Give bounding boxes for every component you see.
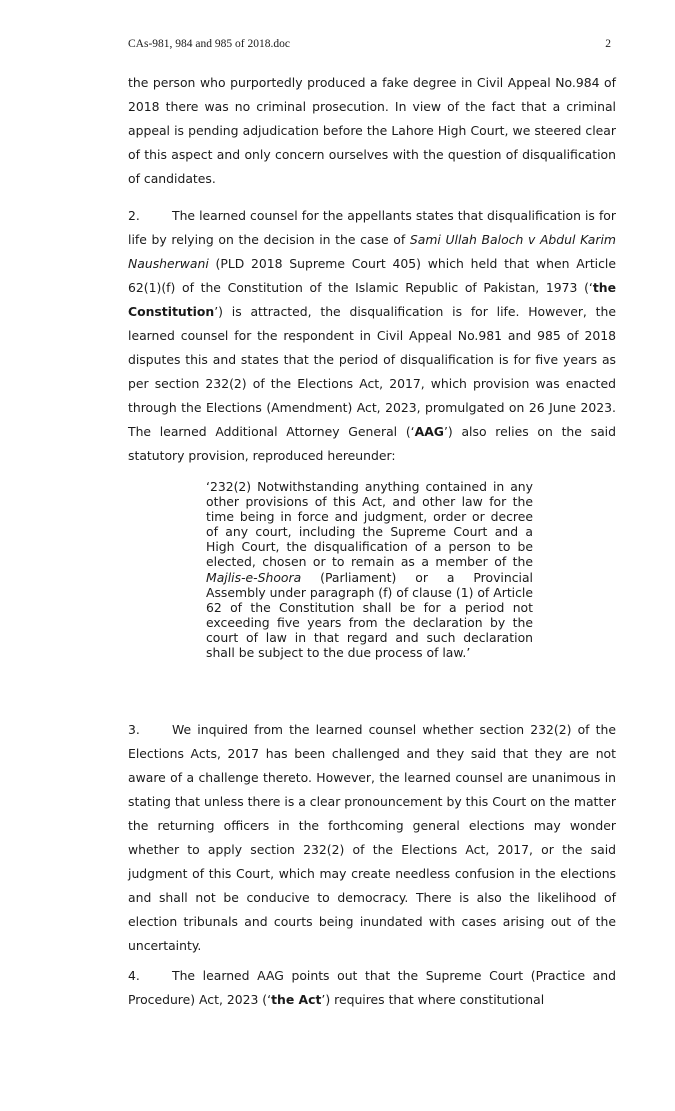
paragraph-intro	[128, 71, 616, 191]
paragraph-4-text-1: The learned AAG points out that the Supreme Court (Practice and Procedure) Act, 2023 (‘	[128, 968, 616, 1007]
paragraph-intro-text: the person who purportedly produced a fake degree in Civil Appeal No.984 of 2018 there was no criminal prosecution. In view of the fact that a criminal appeal is pending adjudication before the Lahore High Court, we steered clear of this aspect and only concern ourselves with the question of disqualification of candidates.	[128, 75, 616, 186]
page-header	[128, 38, 611, 54]
paragraph-4-text-2: ’) requires that where constitutional	[321, 992, 545, 1007]
paragraph-4	[128, 964, 616, 1012]
quote-text-2: (Parliament) or a Provincial Assembly under paragraph (f) of clause (1) of Article 62 of the Constitution shall be for a period not exceeding five years from the declaration by the court of law in that regard and such declaration shall be subject to the due process of law.’	[206, 569, 533, 661]
quote-italic-term: Majlis-e-Shoora	[206, 569, 302, 585]
paragraph-2-text-2: (PLD 2018 Supreme Court 405) which held that when Article 62(1)(f) of the Constitution of the Islamic Republic of Pakistan, 1973 (‘	[128, 256, 616, 295]
paragraph-2-text-3: ’) is attracted, the disqualification is for life. However, the learned counsel for the respondent in Civil Appeal No.981 and 985 of 2018 disputes this and states that the period of disqualification is for five years as per section 232(2) of the Elections Act, 2017, which provision was enacted through the Elections (Amendment) Act, 2023, promulgated on 26 June 2023. The learned Additional Attorney General (‘	[128, 304, 616, 439]
block-quote	[206, 479, 533, 660]
paragraph-2	[128, 204, 616, 468]
header-page-number: 2	[605, 38, 611, 50]
header-filename: CAs-981, 984 and 985 of 2018.doc	[128, 38, 290, 50]
defined-term-constitution: the Constitution	[128, 280, 616, 319]
quote-text-1: ‘232(2) Notwithstanding anything contained in any other provisions of this Act, and other law for the time being in force and judgment, order or decree of any court, including the Supreme Court and a High Court, the disqualification of a person to be elected, chosen or to remain as a member of the	[206, 479, 533, 570]
paragraph-number: 2.	[128, 208, 140, 223]
defined-term-act: the Act	[271, 992, 322, 1007]
paragraph-3-text: We inquired from the learned counsel whether section 232(2) of the Elections Acts, 2017 has been challenged and they said that they are not aware of a challenge thereto. However, the learned counsel are unanimous in stating that unless there is a clear pronouncement by this Court on the matter the returning officers in the forthcoming general elections may wonder whether to apply section 232(2) of the Elections Act, 2017, or the said judgment of this Court, which may create needless confusion in the elections and shall not be conducive to democracy. There is also the likelihood of election tribunals and courts being inundated with cases arising out of the uncertainty.	[128, 722, 616, 953]
paragraph-3	[128, 718, 616, 958]
paragraph-2-text-4: ’) also relies on the said statutory provision, reproduced hereunder:	[128, 424, 616, 463]
defined-term-aag: AAG	[414, 424, 444, 439]
paragraph-2-text-1: The learned counsel for the appellants states that disqualification is for life by relying on the decision in the case of	[128, 208, 616, 247]
case-name: Sami Ullah Baloch v Abdul Karim Nausherwani	[128, 232, 616, 271]
paragraph-number: 4.	[128, 968, 140, 983]
paragraph-number: 3.	[128, 722, 140, 737]
